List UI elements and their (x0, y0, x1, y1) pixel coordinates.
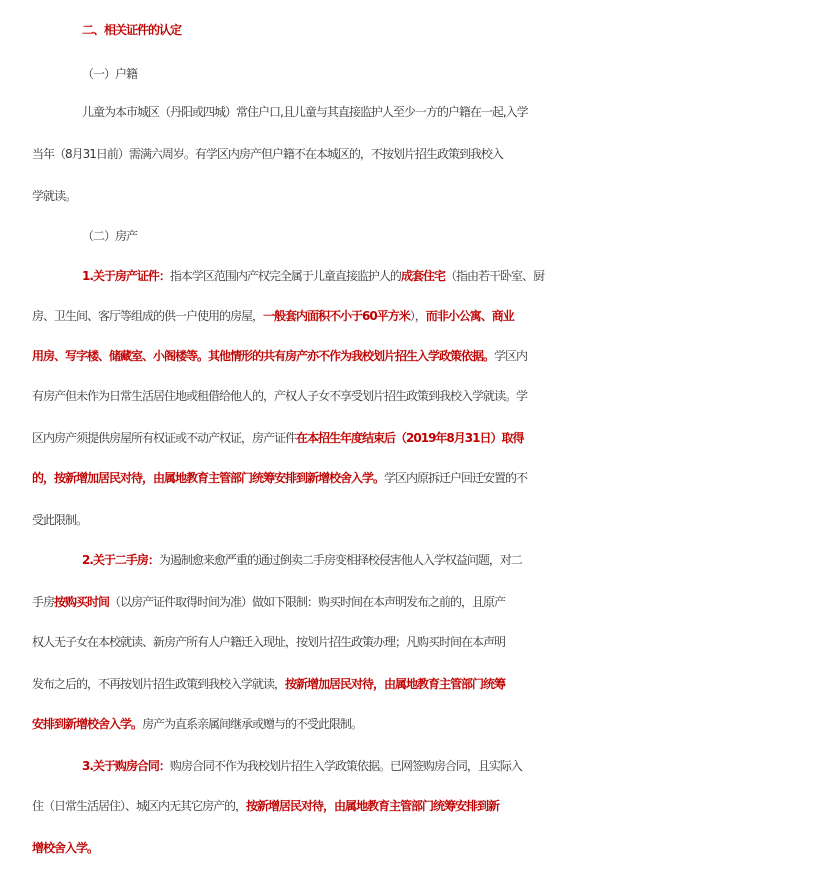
item2-line (32, 713, 802, 735)
item3-title: 3.关于购房合同： (82, 759, 170, 773)
text-segment: 购房合同不作为我校划片招生入学政策依据。已网签购房合同，且实际入 (169, 759, 522, 773)
item1-title: 1.关于房产证件： (82, 269, 170, 283)
text-segment: 房、卫生间、客厅等组成的供一户使用的房屋， (32, 309, 264, 323)
text-segment: 住（日常生活居住）、城区内无其它房产的， (32, 799, 247, 813)
text-segment: 房产为直系亲属间继承或赠与的不受此限制。 (142, 717, 363, 731)
item1-line: 受此限制。 (32, 513, 88, 527)
item1-line (32, 345, 802, 367)
item2-line: 权人无子女在本校就读、新房产所有人户籍迁入现址，按划片招生政策办理；凡购买时间在本声明 (32, 635, 506, 649)
text-segment: 指本学区范围内产权完全属于儿童直接监护人的 (169, 269, 401, 283)
paragraph-line: 当年（8月31日前）需满六周岁。有学区内房产但户籍不在本城区的，不按划片招生政策到我校入 (32, 147, 503, 161)
item2-title: 2.关于二手房： (82, 553, 159, 567)
item3-line (32, 795, 802, 817)
item1-line (82, 265, 829, 287)
item1-line (32, 305, 802, 327)
item1-line: 有房产但未作为日常生活居住地或租借给他人的，产权人子女不享受划片招生政策到我校入学就读。学 (32, 389, 528, 403)
highlight-segment: 一般套内面积不小于60平方米 (263, 309, 410, 323)
item3-line (82, 755, 829, 777)
item1-line (32, 427, 802, 449)
text-segment: 学区内 (494, 349, 528, 363)
highlight-segment: 按新增加居民对待，由属地教育主管部门统筹 (285, 677, 506, 691)
highlight-segment: 安排到新增校舍入学。 (32, 717, 143, 731)
text-segment: 区内房产须提供房屋所有权证或不动产权证，房产证件 (32, 431, 297, 445)
item2-line (82, 549, 829, 571)
highlight-segment: 的，按新增加居民对待，由属地教育主管部门统筹安排到新增校舍入学。 (32, 471, 385, 485)
text-segment: ）， (409, 309, 426, 323)
subsection-household-registration: （一）户籍 (82, 67, 138, 81)
text-segment: （以房产证件取得时间为准）做如下限制：购买时间在本声明发布之前的，且原产 (109, 595, 506, 609)
paragraph-line: 儿童为本市城区（丹阳或四城）常住户口,且儿童与其直接监护人至少一方的户籍在一起,入学 (82, 105, 528, 119)
highlight-segment: 增校舍入学。 (32, 841, 99, 855)
text-segment: 发布之后的，不再按划片招生政策到我校入学就读， (32, 677, 286, 691)
text-segment: （指由若干卧室、厨 (444, 269, 544, 283)
item3-line (32, 837, 802, 859)
paragraph-line: 学就读。 (32, 189, 77, 203)
text-segment: 为遏制愈来愈严重的通过倒卖二手房变相择校侵害他人入学权益问题，对二 (158, 553, 522, 567)
highlight-segment: 用房、写字楼、储藏室、小阁楼等。其他情形的共有房产亦不作为我校划片招生入学政策依据。 (32, 349, 495, 363)
item2-line (32, 591, 802, 613)
highlight-segment: 按新增居民对待，由属地教育主管部门统筹安排到新 (246, 799, 500, 813)
highlight-segment: 在本招生年度结束后（2019年8月31日）取得 (296, 431, 524, 445)
subsection-property: （二）房产 (82, 229, 138, 243)
highlight-segment: 成套住宅 (400, 269, 445, 283)
highlight-segment: 而非小公寓、商业 (425, 309, 514, 323)
text-segment: 学区内原拆迁户回迁安置的不 (384, 471, 528, 485)
highlight-segment: 按购买时间 (54, 595, 110, 609)
item1-line (32, 467, 802, 489)
section-heading: 二、相关证件的认定 (82, 23, 182, 37)
item2-line (32, 673, 802, 695)
text-segment: 手房 (32, 595, 55, 609)
